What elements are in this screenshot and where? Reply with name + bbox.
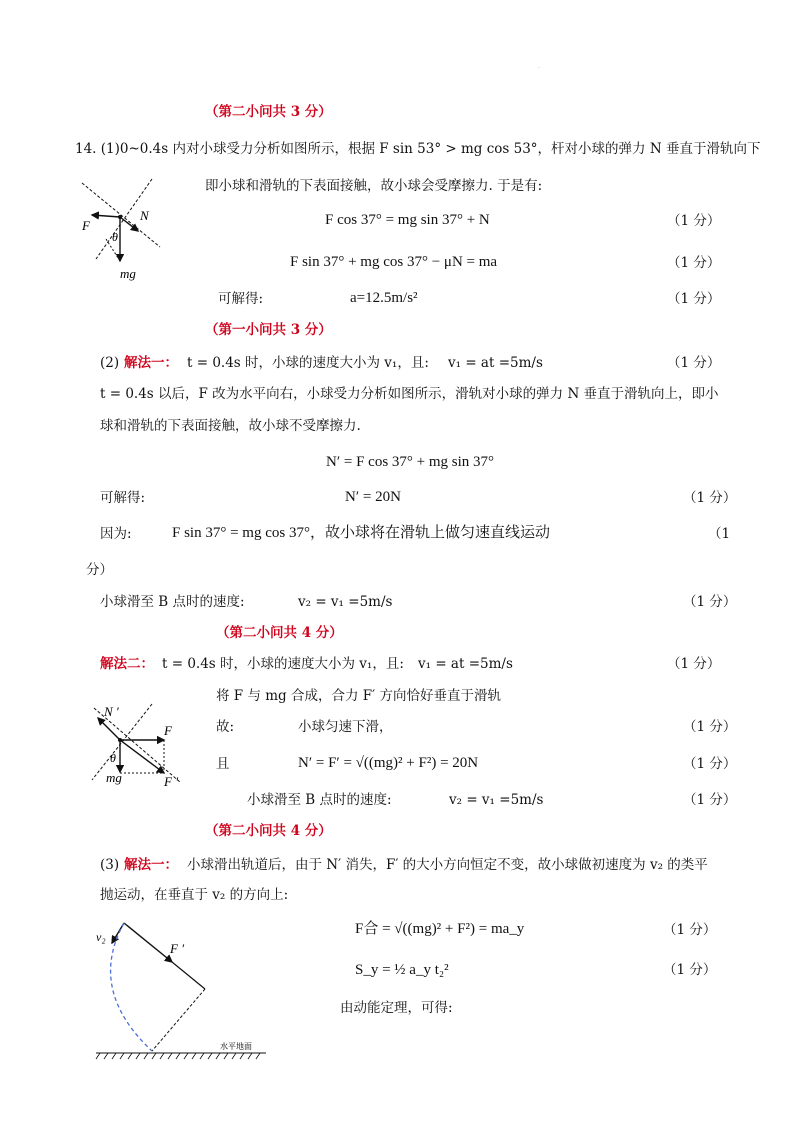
vB-label: 小球滑至 B 点时的速度: <box>100 594 245 610</box>
fig1-label-N: N <box>140 208 149 223</box>
part2-line3: 球和滑轨的下表面接触，故小球不受摩擦力. <box>100 418 361 434</box>
fig1-label-mg: mg <box>120 266 136 281</box>
points-p3-eq1: （1 分） <box>663 922 717 938</box>
points-result-a: （1 分） <box>667 291 721 307</box>
force-diagram-2 <box>80 700 195 790</box>
part2-line1: t = 0.4s 时，小球的速度大小为 v₁，且: <box>187 355 429 371</box>
part3-line3: 由动能定理，可得: <box>340 1000 453 1016</box>
points-eq5-part2: 分） <box>86 562 113 578</box>
fig2-label-Fprime: F ′ <box>164 774 179 789</box>
part2-line2: t = 0.4s 以后，F 改为水平向右，小球受力分析如图所示，滑轨对小球的弹力 N 垂直于滑轨向上，即小 <box>100 386 719 402</box>
equation-2: F sin 37° + mg cos 37° − μN = ma <box>290 254 498 270</box>
equation-4: N′ = 20N <box>345 489 401 505</box>
force-diagram-1 <box>78 175 168 285</box>
solve-label-2: 可解得: <box>100 490 146 506</box>
method2-equation: N′ = F′ = √((mg)² + F²) = 20N <box>298 755 479 771</box>
page-mark: · <box>538 65 540 72</box>
vB-equation: v₂ = v₁ =5m/s <box>298 594 393 610</box>
part3-equation-1: F合 = √((mg)² + F²) = ma_y <box>355 921 525 937</box>
trajectory-diagram <box>92 915 272 1065</box>
points-eq1: （1 分） <box>667 213 721 229</box>
part3-line1: 小球滑出轨道后，由于 N′ 消失，F′ 的大小方向恒定不变，故小球做初速度为 v₂ 的类平 <box>187 857 708 873</box>
fig2-label-theta: θ <box>110 751 116 765</box>
result-a: a=12.5m/s² <box>350 290 418 306</box>
method2-vB-equation: v₂ = v₁ =5m/s <box>449 792 544 808</box>
points-m2-slide: （1 分） <box>683 719 737 735</box>
method2-line1: t = 0.4s 时，小球的速度大小为 v₁，且: <box>162 656 404 672</box>
method2-qie: 且 <box>216 756 230 772</box>
points-eq2: （1 分） <box>667 255 721 271</box>
method2-vB-label: 小球滑至 B 点时的速度: <box>247 792 392 808</box>
method2-v1: v₁ = at =5m/s <box>418 656 513 672</box>
q14-line2: 即小球和滑轨的下表面接触，故小球会受摩擦力. 于是有: <box>205 178 543 194</box>
points-p3-eq2: （1 分） <box>663 962 717 978</box>
section-total-1: （第一小问共 3 分） <box>205 322 332 338</box>
part3-equation-2: S_y = ½ a_y t₂² <box>355 962 449 978</box>
method2-label: 解法二： <box>100 656 154 672</box>
fig3-label-v2: v₂ <box>96 930 106 944</box>
points-m2-v1: （1 分） <box>667 656 721 672</box>
equation-5: F sin 37° = mg cos 37°，故小球将在滑轨上做匀速直线运动 <box>172 525 550 541</box>
part3-line2: 抛运动，在垂直于 v₂ 的方向上: <box>100 887 289 903</box>
part3-label: (3) <box>100 857 120 873</box>
fig1-label-F: F <box>82 218 90 233</box>
fig2-label-F: F <box>164 723 172 738</box>
fig2-label-mg: mg <box>106 770 122 785</box>
equation-1: F cos 37° = mg sin 37° + N <box>325 212 490 228</box>
points-eq5-part1: （1 <box>708 526 731 542</box>
method2-line2: 将 F 与 mg 合成，合力 F′ 方向恰好垂直于滑轨 <box>216 688 501 704</box>
method1-label: 解法一： <box>124 355 178 371</box>
q14-line1: 14. (1)0~0.4s 内对小球受力分析如图所示，根据 F sin 53° > mg cos 53°，杆对小球的弹力 N 垂直于滑轨向下 <box>75 141 761 157</box>
points-eq4: （1 分） <box>683 490 737 506</box>
solve-label-1: 可解得: <box>218 291 264 307</box>
fig3-label-ground: 水平地面 <box>220 1042 252 1051</box>
part3-method1-label: 解法一： <box>124 857 178 873</box>
part2-label: (2) <box>100 355 120 371</box>
fig2-label-N: N ′ <box>104 704 119 719</box>
part2-v1: v₁ = at =5m/s <box>448 355 543 371</box>
equation-3: N′ = F cos 37° + mg sin 37° <box>326 454 495 470</box>
method2-slide: 小球匀速下滑， <box>298 719 393 735</box>
points-vB: （1 分） <box>683 594 737 610</box>
section-total-2b: （第二小问共 4 分） <box>216 625 343 641</box>
points-v1: （1 分） <box>667 355 721 371</box>
points-m2-eq: （1 分） <box>683 756 737 772</box>
section-total-2c: （第二小问共 4 分） <box>205 823 332 839</box>
points-m2-vB: （1 分） <box>683 792 737 808</box>
because-label: 因为: <box>100 526 132 542</box>
section-total-2a: （第二小问共 3 分） <box>205 104 332 120</box>
fig1-label-theta: θ <box>112 230 118 244</box>
fig3-label-Fprime: F ′ <box>170 941 185 956</box>
method2-gu: 故: <box>216 719 235 735</box>
